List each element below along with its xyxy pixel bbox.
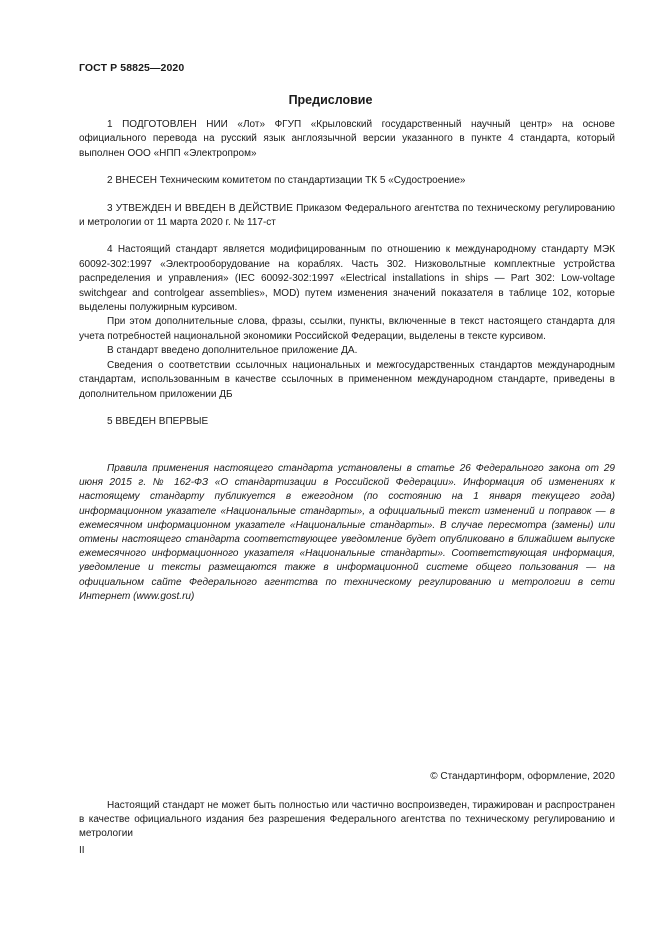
paragraph-4-additions: При этом дополнительные слова, фразы, ссылки, пункты, включенные в текст настоящего стандарта для учета потребностей национальной экономики Российской Федерации, выделены в тексте курсивом. xyxy=(79,316,615,342)
copyright-line: © Стандартинформ, оформление, 2020 xyxy=(430,771,615,782)
paragraph-4-annex-db: Сведения о соответствии ссылочных национальных и межгосударственных стандартов международным стандартам, использованным в качестве ссылочных в примененном международном стандарте, приведены в дополнительном приложении ДБ xyxy=(79,359,615,400)
paragraph-1-prepared: 1 ПОДГОТОВЛЕН НИИ «Лот» ФГУП «Крыловский государственный научный центр» на основе официального перевода на русский язык англоязычной версии указанного в пункте 4 стандарта, который выполнен ООО «НПП «Электропром» xyxy=(79,119,615,159)
application-rules-notice xyxy=(79,462,615,604)
notice-text: Правила применения настоящего стандарта установлены в статье 26 Федерального закона от 29 июня 2015 г. № 162-ФЗ «О стандартизации в Российской Федерации». Информация об изменениях к настоящему стандарту публикуется в ежегодном (по состоянию на 1 января текущего года) информационном указателе «Национальные стандарты», а официальный текст изменений и поправок — в ежемесячном информационном указателе «Национальные стандарты». В случае пересмотра (замены) или отмены настоящего стандарта соответствующее уведомление будет опубликовано в ближайшем выпуске ежемесячного информационного указателя «Национальные стандарты». Соответствующая информация, уведомление и тексты размещаются также в информационной системе общего пользования — на официальном сайте Федерального агентства по техническому регулированию и метрологии в сети Интернет (www.gost.ru) xyxy=(79,463,615,602)
standard-code: ГОСТ Р 58825—2020 xyxy=(79,62,185,74)
page-number: II xyxy=(79,845,85,856)
paragraph-4-modified: 4 Настоящий стандарт является модифицированным по отношению к международному стандарту МЭК 60092-302:1997 «Электрооборудование на кораблях. Часть 302. Низковольтные комплектные устройства распределения и управления» (IEC 60092-302:1997 «Electrical installations in ships — Part 302: Low-voltage switchgear and controlgear assemblies», MOD) путем изменения значений показателя в таблице 102, которые выделены полужирным курсивом. xyxy=(79,244,615,314)
reproduction-notice xyxy=(79,799,615,842)
paragraph-3-approved: 3 УТВЕЖДЕН И ВВЕДЕН В ДЕЙСТВИЕ Приказом Федерального агентства по техническому регулированию и метрологии от 11 марта 2020 г. № 117-ст xyxy=(79,202,615,229)
foreword-body xyxy=(79,118,615,429)
paragraph-5-first-time: 5 ВВЕДЕН ВПЕРВЫЕ xyxy=(107,415,209,427)
reproduction-text: Настоящий стандарт не может быть полностью или частично воспроизведен, тиражирован и распространен в качестве официального издания без разрешения Федерального агентства по техническому регулированию и метрологии xyxy=(79,800,615,840)
paragraph-2-introduced: 2 ВНЕСЕН Техническим комитетом по стандартизации ТК 5 «Судостроение» xyxy=(107,175,466,187)
paragraph-4-annex-da: В стандарт введено дополнительное приложение ДА. xyxy=(107,345,358,357)
page-title: Предисловие xyxy=(288,93,373,107)
